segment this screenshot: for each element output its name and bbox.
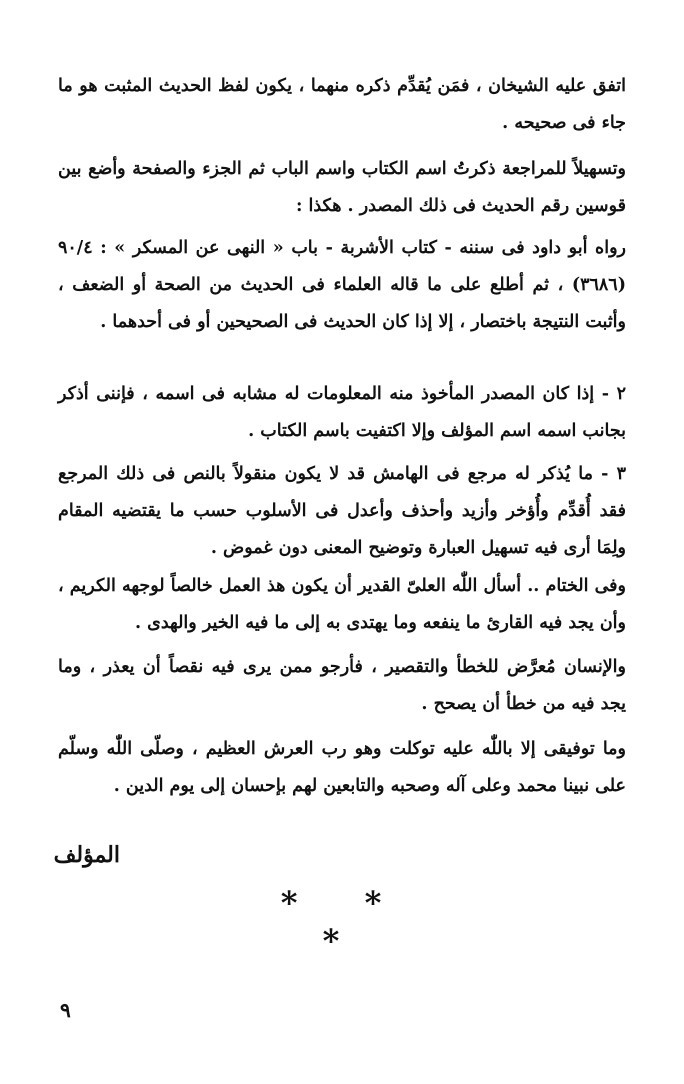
paragraph-2: وتسهيلاً للمراجعة ذكرتُ اسم الكتاب واسم الباب ثم الجزء والصفحة وأضع بين قوسين رقم الحديث فى ذلك المصدر . هكذا : (58, 159, 626, 216)
paragraph-7: والإنسان مُعرَّض للخطأ والتقصير ، فأرجو ممن يرى فيه نقصاً أن يعذر ، وما يجد فيه من خطأ أن يصحح . (58, 657, 626, 714)
page-number: ٩ (60, 998, 71, 1022)
paragraph-4: ٢ - إذا كان المصدر المأخوذ منه المعلومات له مشابه فى اسمه ، فإننى أذكر بجانب اسمه اسم المؤلف وإلا اكتفيت باسم الكتاب . (58, 384, 626, 441)
paragraph-1: اتفق عليه الشيخان ، فمَن يُقدِّم ذكره منهما ، يكون لفظ الحديث المثبت هو ما جاء فى صحيحه . (58, 76, 626, 133)
paragraph-6: وفى الختام .. أسأل اللّٰه العلىّ القدير أن يكون هذ العمل خالصاً لوجهه الكريم ، وأن يجد فيه القارئ ما ينفعه وما يهتدى به إلى ما فيه الخير والهدى . (58, 576, 626, 633)
paragraph-5: ٣ - ما يُذكر له مرجع فى الهامش قد لا يكون منقولاً بالنص فى ذلك المرجع فقد أُقدِّم وأُؤخر وأزيد وأحذف وأعدل فى الأسلوب حسب ما يقتضيه المقام ولِمَا أرى فيه تسهيل العبارة وتوضيح المعنى دون غموض . (58, 464, 626, 558)
author-signature: المؤلف (53, 842, 120, 868)
paragraph-3: رواه أبو داود فى سننه - كتاب الأشربة - باب « النهى عن المسكر » : ٩٠/٤ (٣٦٨٦) ، ثم أطلع على ما قاله العلماء فى الحديث من الصحة أو الضعف ، وأثبت النتيجة باختصار ، إلا إذا كان الحديث فى الصحيحين أو فى أحدهما . (58, 238, 626, 332)
section-separator: * * * (280, 884, 410, 960)
paragraph-8: وما توفيقى إلا باللّٰه عليه توكلت وهو رب العرش العظيم ، وصلّى اللّٰه وسلّم على نبينا محمد وعلى آله وصحبه والتابعين لهم بإحسان إلى يوم الدين . (58, 739, 626, 796)
